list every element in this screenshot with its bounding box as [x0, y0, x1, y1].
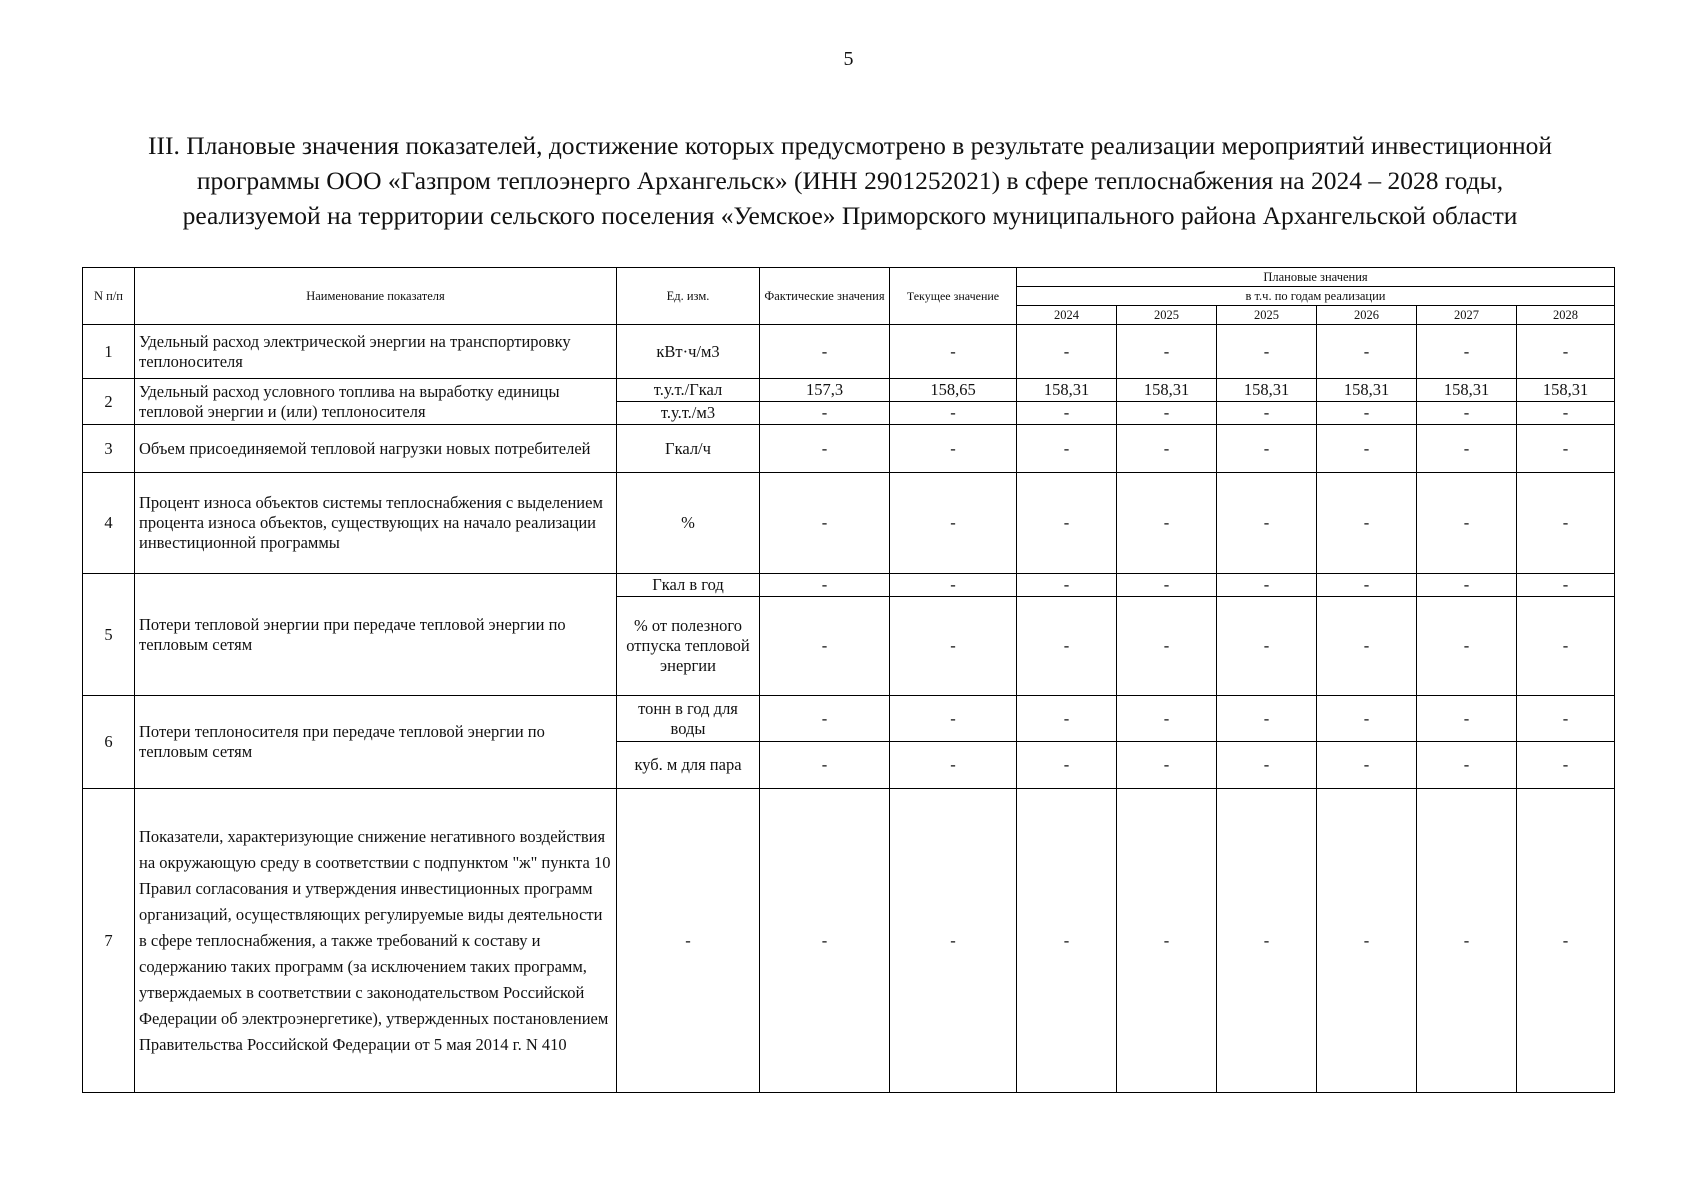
current-value: - [890, 425, 1017, 473]
current-value: - [890, 325, 1017, 379]
row-number: 6 [83, 696, 135, 789]
plan-2027-value: 158,31 [1417, 379, 1517, 402]
indicator-name: Процент износа объектов системы теплоснабжения с выделением процента износа объектов, существующих на начало реализации инвестиционной программы [135, 473, 617, 574]
plan-2028-value: - [1517, 696, 1615, 742]
plan-2025-value: - [1117, 742, 1217, 789]
plan-2028-value: - [1517, 574, 1615, 597]
plan-2025-value: - [1117, 473, 1217, 574]
unit-cell: - [617, 789, 760, 1093]
table-row [83, 473, 1615, 574]
row-number: 5 [83, 574, 135, 696]
header-year: 2024 [1017, 306, 1117, 325]
plan-2027-value: - [1417, 597, 1517, 696]
plan-2025-value: - [1117, 696, 1217, 742]
plan-2025b-value: - [1217, 574, 1317, 597]
indicator-name: Объем присоединяемой тепловой нагрузки новых потребителей [135, 425, 617, 473]
plan-2026-value: - [1317, 473, 1417, 574]
header-name: Наименование показателя [135, 268, 617, 325]
plan-2026-value: - [1317, 325, 1417, 379]
plan-2028-value: - [1517, 425, 1615, 473]
current-value: - [890, 574, 1017, 597]
row-number: 3 [83, 425, 135, 473]
plan-2024-value: - [1017, 402, 1117, 425]
table-body [83, 325, 1615, 1093]
plan-2025-value: - [1117, 425, 1217, 473]
current-value: 158,65 [890, 379, 1017, 402]
actual-value: - [760, 742, 890, 789]
section-heading [90, 128, 1610, 233]
header-planned: Плановые значения [1017, 268, 1615, 287]
table-header [83, 268, 1615, 325]
plan-2028-value: - [1517, 325, 1615, 379]
unit-cell: т.у.т./Гкал [617, 379, 760, 402]
plan-2027-value: - [1417, 325, 1517, 379]
header-year: 2026 [1317, 306, 1417, 325]
plan-2024-value: - [1017, 597, 1117, 696]
plan-2025b-value: - [1217, 473, 1317, 574]
plan-2027-value: - [1417, 696, 1517, 742]
plan-2024-value: - [1017, 473, 1117, 574]
plan-2026-value: - [1317, 425, 1417, 473]
plan-2028-value: - [1517, 473, 1615, 574]
header-year: 2025 [1217, 306, 1317, 325]
plan-2025b-value: - [1217, 402, 1317, 425]
plan-2024-value: 158,31 [1017, 379, 1117, 402]
plan-2024-value: - [1017, 425, 1117, 473]
plan-2025b-value: - [1217, 742, 1317, 789]
actual-value: 157,3 [760, 379, 890, 402]
plan-2024-value: - [1017, 696, 1117, 742]
row-number: 2 [83, 379, 135, 425]
indicator-name: Потери теплоносителя при передаче тепловой энергии по тепловым сетям [135, 696, 617, 789]
header-num: N п/п [83, 268, 135, 325]
unit-cell: % [617, 473, 760, 574]
plan-2028-value: - [1517, 789, 1615, 1093]
table-row [83, 325, 1615, 379]
row-number: 7 [83, 789, 135, 1093]
plan-2024-value: - [1017, 325, 1117, 379]
plan-2026-value: - [1317, 696, 1417, 742]
row-number: 1 [83, 325, 135, 379]
current-value: - [890, 402, 1017, 425]
plan-2025-value: - [1117, 574, 1217, 597]
table-row [83, 425, 1615, 473]
header-year: 2025 [1117, 306, 1217, 325]
plan-2025b-value: - [1217, 597, 1317, 696]
plan-2026-value: - [1317, 742, 1417, 789]
plan-2026-value: - [1317, 789, 1417, 1093]
plan-2025b-value: - [1217, 325, 1317, 379]
plan-2027-value: - [1417, 789, 1517, 1093]
plan-2025b-value: - [1217, 425, 1317, 473]
plan-2028-value: - [1517, 742, 1615, 789]
heading-line-1: III. Плановые значения показателей, достижение которых предусмотрено в результате реализации мероприятий инвестиционной [147, 131, 1553, 160]
header-unit: Ед. изм. [617, 268, 760, 325]
plan-2024-value: - [1017, 742, 1117, 789]
plan-2027-value: - [1417, 425, 1517, 473]
current-value: - [890, 696, 1017, 742]
actual-value: - [760, 402, 890, 425]
unit-cell: куб. м для пара [617, 742, 760, 789]
unit-cell: % от полезного отпуска тепловой энергии [617, 597, 760, 696]
actual-value: - [760, 325, 890, 379]
plan-2027-value: - [1417, 473, 1517, 574]
plan-2024-value: - [1017, 789, 1117, 1093]
actual-value: - [760, 574, 890, 597]
plan-2026-value: 158,31 [1317, 379, 1417, 402]
indicators-table [82, 267, 1615, 1093]
plan-2025-value: - [1117, 789, 1217, 1093]
unit-cell: тонн в год для воды [617, 696, 760, 742]
actual-value: - [760, 789, 890, 1093]
indicator-name: Показатели, характеризующие снижение негативного воздействия на окружающую среду в соответствии с подпунктом "ж" пункта 10 Правил согласования и утверждения инвестиционных программ организаций, осуществляющих регулируемые виды деятельности в сфере теплоснабжения, а также требований к составу и содержанию таких программ (за исключением таких программ, утверждаемых в соответствии с законодательством Российской Федерации об электроэнергетике), утвержденных постановлением Правительства Российской Федерации от 5 мая 2014 г. N 410 [135, 789, 617, 1093]
plan-2027-value: - [1417, 402, 1517, 425]
plan-2028-value: 158,31 [1517, 379, 1615, 402]
indicator-name: Удельный расход электрической энергии на транспортировку теплоносителя [135, 325, 617, 379]
unit-cell: Гкал в год [617, 574, 760, 597]
current-value: - [890, 742, 1017, 789]
plan-2025-value: - [1117, 325, 1217, 379]
plan-2027-value: - [1417, 574, 1517, 597]
heading-line-2: программы ООО «Газпром теплоэнерго Архангельск» (ИНН 2901252021) в сфере теплоснабжения на 2024 – 2028 годы, [196, 166, 1504, 195]
unit-cell: т.у.т./м3 [617, 402, 760, 425]
current-value: - [890, 473, 1017, 574]
plan-2026-value: - [1317, 402, 1417, 425]
table-row [83, 696, 1615, 742]
heading-line-3: реализуемой на территории сельского поселения «Уемское» Приморского муниципального района Архангельской области [182, 201, 1518, 230]
table-row [83, 789, 1615, 1093]
unit-cell: кВт·ч/м3 [617, 325, 760, 379]
actual-value: - [760, 473, 890, 574]
row-number: 4 [83, 473, 135, 574]
plan-2025b-value: 158,31 [1217, 379, 1317, 402]
page-number: 5 [843, 48, 854, 70]
plan-2025b-value: - [1217, 696, 1317, 742]
plan-2025-value: - [1117, 597, 1217, 696]
actual-value: - [760, 696, 890, 742]
plan-2026-value: - [1317, 597, 1417, 696]
table-row [83, 574, 1615, 597]
header-year: 2028 [1517, 306, 1615, 325]
table-row [83, 379, 1615, 402]
plan-2028-value: - [1517, 402, 1615, 425]
current-value: - [890, 597, 1017, 696]
header-by-year: в т.ч. по годам реализации [1017, 287, 1615, 306]
unit-cell: Гкал/ч [617, 425, 760, 473]
plan-2024-value: - [1017, 574, 1117, 597]
plan-2026-value: - [1317, 574, 1417, 597]
actual-value: - [760, 425, 890, 473]
plan-2025-value: - [1117, 402, 1217, 425]
plan-2025-value: 158,31 [1117, 379, 1217, 402]
indicator-name: Удельный расход условного топлива на выработку единицы тепловой энергии и (или) теплоносителя [135, 379, 617, 425]
plan-2028-value: - [1517, 597, 1615, 696]
current-value: - [890, 789, 1017, 1093]
header-year: 2027 [1417, 306, 1517, 325]
plan-2027-value: - [1417, 742, 1517, 789]
indicator-name: Потери тепловой энергии при передаче тепловой энергии по тепловым сетям [135, 574, 617, 696]
actual-value: - [760, 597, 890, 696]
header-actual: Фактические значения [760, 268, 890, 325]
plan-2025b-value: - [1217, 789, 1317, 1093]
header-current: Текущее значение [890, 268, 1017, 325]
